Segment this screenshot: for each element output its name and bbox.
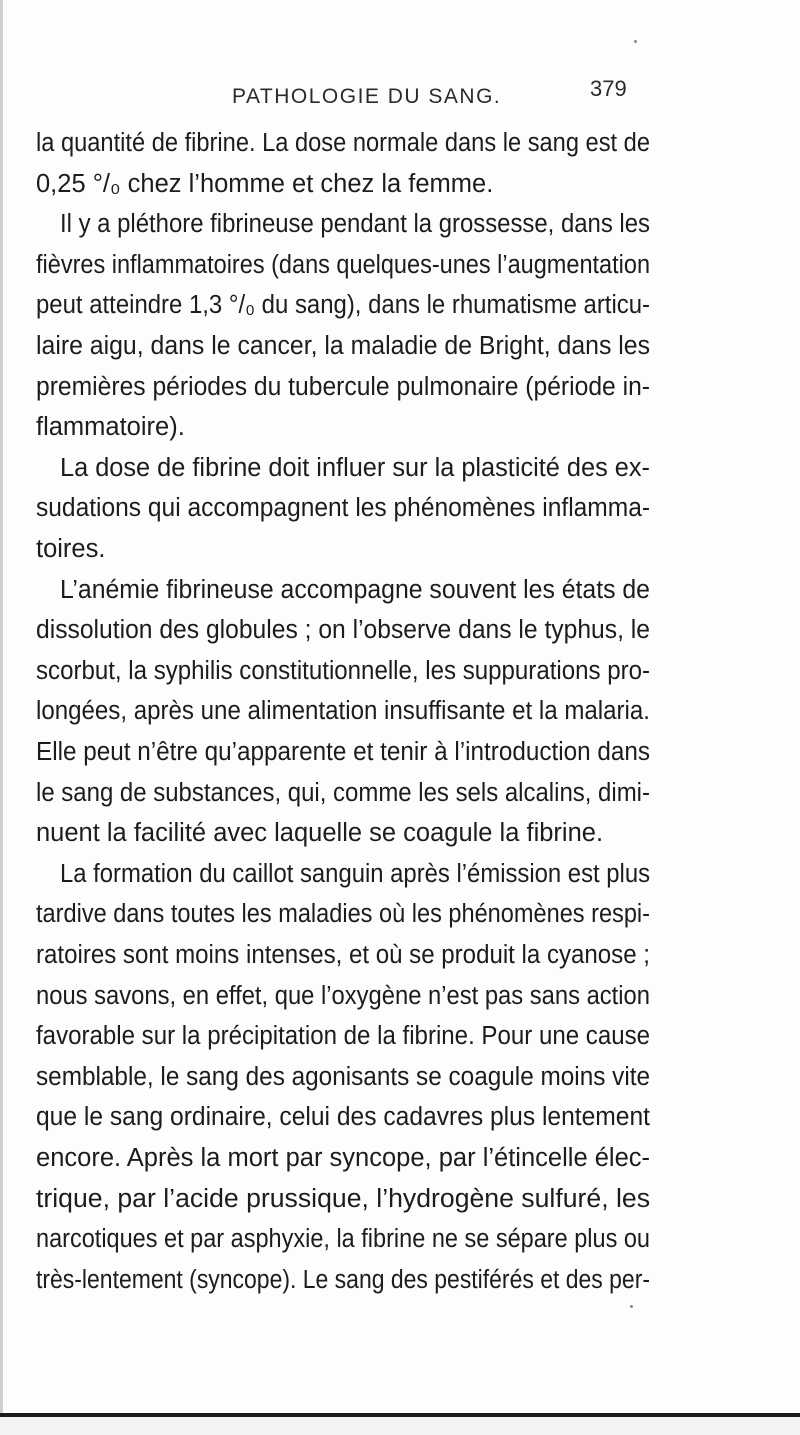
text-line: peut atteindre 1,3 °/₀ du sang), dans le rhumatisme articu- xyxy=(36,291,651,320)
text-line: L’anémie fibrineuse accompagne souvent les états de xyxy=(60,575,650,604)
text-line: trique, par l’acide prussique, l’hydrogène sulfuré, les xyxy=(36,1184,651,1213)
text-line: nuent la facilité avec laquelle se coagule la fibrine. xyxy=(36,819,604,848)
text-line: semblable, le sang des agonisants se coagule moins vite xyxy=(36,1062,651,1091)
text-line: nous savons, en effet, que l’oxygène n’est pas sans action xyxy=(36,981,650,1010)
text-line: ratoires sont moins intenses, et où se produit la cyanose ; xyxy=(36,941,650,969)
text-line: premières périodes du tubercule pulmonaire (période in- xyxy=(36,372,650,401)
text-line: tardive dans toutes les maladies où les phénomènes respi- xyxy=(36,900,651,929)
text-line: la quantité de fibrine. La dose normale dans le sang est de xyxy=(36,129,650,157)
text-line: narcotiques et par asphyxie, la fibrine ne se sépare plus ou xyxy=(36,1225,651,1254)
page-left-edge xyxy=(0,0,3,1435)
text-line: dissolution des globules ; on l’observe dans le typhus, le xyxy=(36,616,650,645)
page-bottom-shade xyxy=(0,1417,800,1435)
text-line: Il y a pléthore fibrineuse pendant la grossesse, dans les xyxy=(60,210,650,239)
text-line: que le sang ordinaire, celui des cadavres plus lentement xyxy=(36,1103,651,1132)
text-line: La formation du caillot sanguin après l’émission est plus xyxy=(60,859,651,888)
text-line: encore. Après la mort par syncope, par l’étincelle élec- xyxy=(36,1144,651,1172)
text-line: toires. xyxy=(36,535,106,563)
text-line: longées, après une alimentation insuffisante et la malaria. xyxy=(36,697,650,726)
text-line: La dose de fibrine doit influer sur la plasticité des ex- xyxy=(60,453,651,482)
ink-speck xyxy=(634,40,637,43)
text-line: très-lentement (syncope). Le sang des pestiférés et des per- xyxy=(36,1265,650,1294)
running-header: PATHOLOGIE DU SANG. xyxy=(232,85,502,108)
text-line: le sang de substances, qui, comme les sels alcalins, dimi- xyxy=(36,778,650,807)
text-line: fièvres inflammatoires (dans quelques-unes l’augmentation xyxy=(36,250,651,279)
text-line: flammatoire). xyxy=(36,413,185,442)
text-line: scorbut, la syphilis constitutionnelle, les suppurations pro- xyxy=(36,656,651,685)
text-line: Elle peut n’être qu’apparente et tenir à l’introduction dans xyxy=(36,738,650,766)
page-number: 379 xyxy=(590,76,627,101)
text-line: sudations qui accompagnent les phénomènes inflamma- xyxy=(36,494,651,523)
text-line: laire aigu, dans le cancer, la maladie de Bright, dans les xyxy=(36,332,651,360)
text-line: 0,25 °/₀ chez l’homme et chez la femme. xyxy=(36,169,494,198)
text-line: favorable sur la précipitation de la fibrine. Pour une cause xyxy=(36,1022,651,1051)
ink-speck xyxy=(630,1305,633,1308)
